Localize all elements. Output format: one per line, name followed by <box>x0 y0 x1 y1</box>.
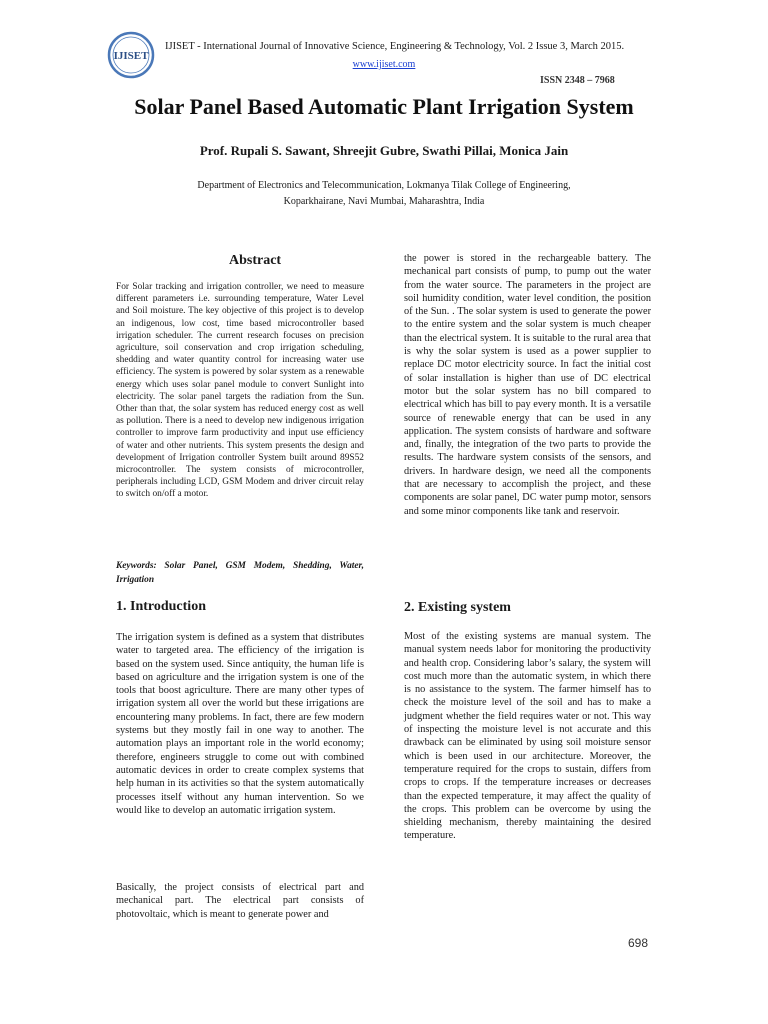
journal-logo <box>106 30 156 80</box>
keywords: Keywords: Solar Panel, GSM Modem, Shedding, Water, Irrigation <box>116 561 364 585</box>
affiliation-line: Department of Electronics and Telecommunication, Lokmanya Tilak College of Engineering, <box>197 180 571 191</box>
affiliation-line: Koparkhairane, Navi Mumbai, Maharashtra, India <box>283 196 485 207</box>
continued-paragraph <box>404 252 651 518</box>
issn-label: ISSN 2348 – 7968 <box>540 75 615 86</box>
introduction-paragraph <box>116 631 364 817</box>
abstract-text <box>116 281 364 501</box>
paragraph: the power is stored in the rechargeable battery. The mechanical part consists of pump, to pump out the water from the water source. The parameters in the project are soil humidity condition, water level condition, the position of the Sun. . The solar system is used to generate the power to the entire system and the solar system is much cheaper than the electrical system. It is suitable to the rural area that is why the solar system is used as a power supplier to replace DC motor electricity source. In fact the initial cost of solar installation is higher than use of DC electrical motor but the solar system has no bill compared to electrical which has bill to pay every month. It is a versatile source of renewable energy that can be used in any application. The system consists of hardware and software and, finally, the integration of the two parts to provide the results. The hardware system consists of the sensors, and drivers. In hardware design, we need all the components that are necessary to accomplish the project, and these components are solar panel, DC water pump motor, sensors and some minor components like tank and reservoir. <box>404 253 651 517</box>
paper-title: Solar Panel Based Automatic Plant Irrigation System <box>134 94 634 119</box>
svg-text:IJISET: IJISET <box>113 50 149 62</box>
page-number: 698 <box>628 936 649 950</box>
introduction-paragraph <box>116 881 364 921</box>
abstract-paragraph: For Solar tracking and irrigation controller, we need to measure different parameters i.e. surrounding temperature, Water Level and Soil moisture. The key objective of this project is to develop an indigenous, low cost, time based microcontroller based irrigation scheduler. The current research focuses on precision agriculture, soil conservation and crop irrigation scheduling, shedding and water quantity control for increasing water use efficiency. The system is powered by solar system as a renewable energy which uses solar panel module to convert Sunlight into electricity. The solar panel targets the radiation from the Sun. Other than that, the solar system has reduced energy cost as well as pollution. There is a need to develop new indigenous irrigation controller to improve farm productivity and input use efficiency of water and other nutrients. This system presents the design and development of Irrigation controller System built around 89S52 microcontroller. The system consists of microcontroller, peripherals including LCD, GSM Modem and driver circuit relay to switch on/off a motor. <box>116 282 364 500</box>
affiliation <box>0 178 768 210</box>
paragraph: The irrigation system is defined as a system that distributes water to targeted area. The efficiency of the irrigation is based on the system used. Since antiquity, the human life is based on agriculture and the irrigation system is one of the tools that boost agriculture. There are many other types of irrigation system all over the world but these irrigations are encountering many problems. In fact, there are few modern systems but they mostly fail in one way to another. The automation plays an important role in the world economy; therefore, engineers struggle to come out with combined automatic devices in order to create complex systems that help human in its activities so that the system automatically processes itself without any human intervention. So we would like to develop an automatic irrigation system. <box>116 632 364 816</box>
existing-system-paragraph <box>404 630 651 843</box>
author-list: Prof. Rupali S. Sawant, Shreejit Gubre, Swathi Pillai, Monica Jain <box>199 143 569 158</box>
paragraph: Most of the existing systems are manual system. The manual system needs labor for monitoring the productivity and health crop. Considering labor’s salary, the system will cost much more than the automatic system, in which there is no assistance to the system. The farmer himself has to check the moisture level of the soil and has to make a judgment whether the field requires water or not. This way of inspecting the moisture level is not accurate and this drawback can be eliminated by using soil moisture sensor which is been used in our architecture. Moreover, the temperature required for the crops to sustain, differs from crops to crops. If the temperature increases or decreases than the expected temperature, it may affect the quality of the crops. This problem can be overcome by using the shielding mechanism, thereby maintaining the desired temperature. <box>404 631 651 842</box>
section-heading-introduction: 1. Introduction <box>116 599 206 614</box>
paragraph: Basically, the project consists of electrical part and mechanical part. The electrical part consists of photovoltaic, which is meant to generate power and <box>116 882 364 920</box>
section-heading-existing-system: 2. Existing system <box>404 600 511 615</box>
journal-url-link[interactable]: www.ijiset.com <box>352 59 416 70</box>
journal-header: IJISET - International Journal of Innovative Science, Engineering & Technology, Vol. 2 Issue 3, March 2015. <box>165 41 625 52</box>
abstract-heading: Abstract <box>229 253 282 268</box>
